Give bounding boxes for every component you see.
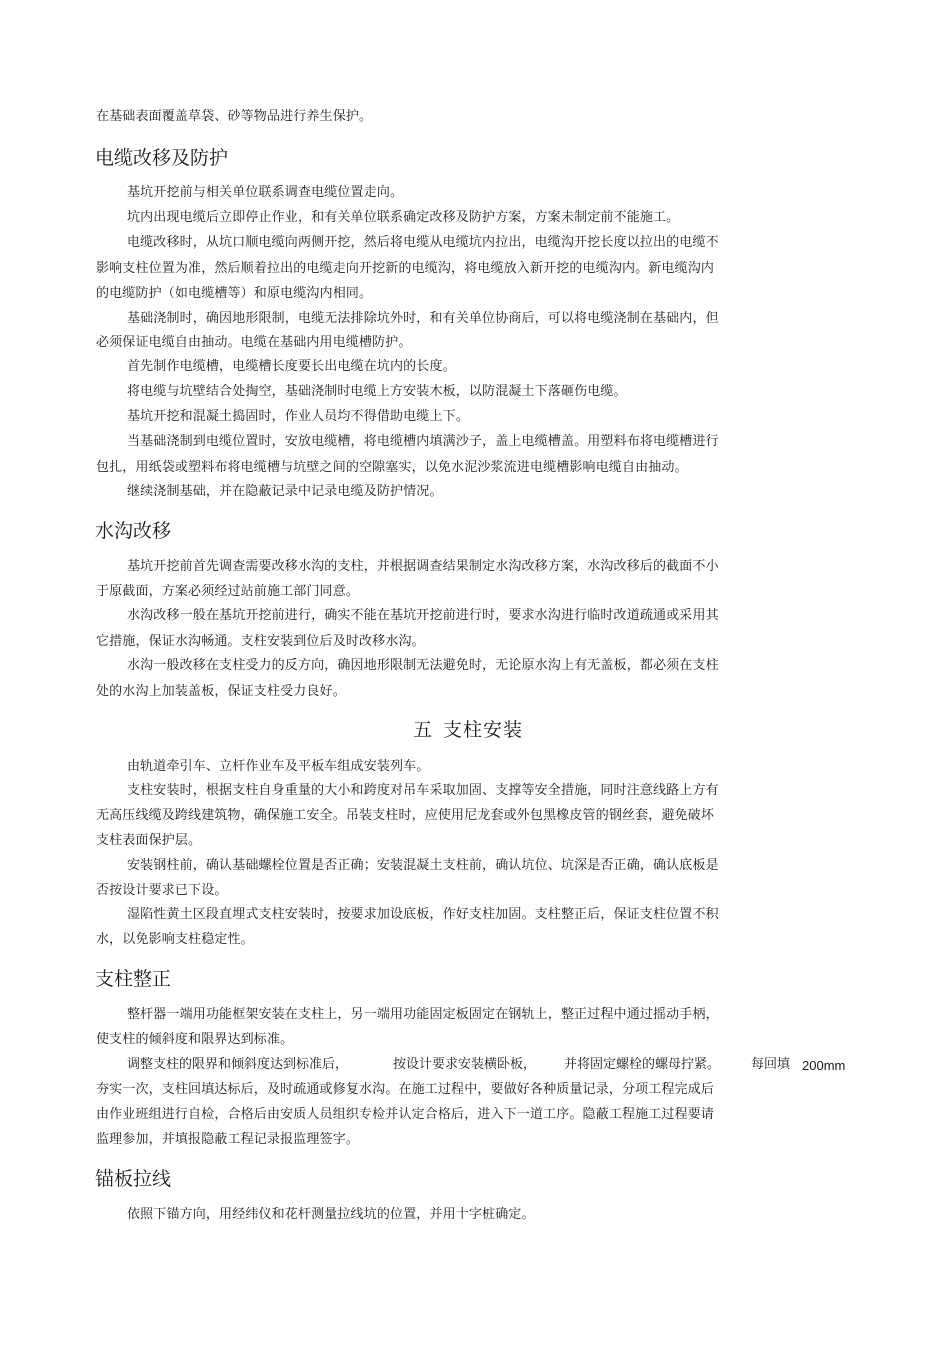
paragraph-fragment: 调整支柱的限界和倾斜度达到标准后， xyxy=(127,1057,349,1072)
paragraph-line: 坑内出现电缆后立即停止作业，和有关单位联系确定改移及防护方案，方案未制定前不能施工。 xyxy=(127,210,680,225)
section-heading-anchor: 锚板拉线 xyxy=(95,1168,172,1190)
section-heading-cable: 电缆改移及防护 xyxy=(95,147,229,169)
paragraph-line: 由轨道牵引车、立杆作业车及平板车组成安装列车。 xyxy=(127,759,430,774)
paragraph-line: 基础浇制时，确因地形限制，电缆无法排除坑外时，和有关单位协商后，可以将电缆浇制在基础内，但 xyxy=(127,311,719,326)
paragraph-fragment: 200mm xyxy=(802,1058,846,1073)
intro-line: 在基础表面覆盖草袋、砂等物品进行养生保护。 xyxy=(96,109,373,124)
paragraph-line: 它措施，保证水沟畅通。支柱安装到位后及时改移水沟。 xyxy=(96,634,425,649)
paragraph-line: 水沟改移一般在基坑开挖前进行，确实不能在基坑开挖前进行时，要求水沟进行临时改道疏通或采用其 xyxy=(127,608,719,623)
paragraph-fragment: 按设计要求安装横卧板， xyxy=(393,1057,537,1072)
paragraph-line: 夯实一次，支柱回填达标后，及时疏通或修复水沟。在施工过程中，要做好各种质量记录，分项工程完成后 xyxy=(96,1082,715,1097)
paragraph-line: 处的水沟上加装盖板，保证支柱受力良好。 xyxy=(96,684,346,699)
section-heading-ditch: 水沟改移 xyxy=(95,520,172,542)
paragraph-line: 首先制作电缆槽，电缆槽长度要长出电缆在坑内的长度。 xyxy=(127,359,456,374)
paragraph-line: 水沟一般改移在支柱受力的反方向，确因地形限制无法避免时，无论原水沟上有无盖板，都必须在支柱 xyxy=(127,658,719,673)
chapter-title: 支柱安装 xyxy=(443,719,524,741)
section-heading-alignment: 支柱整正 xyxy=(95,968,172,990)
paragraph-line: 整杆器一端用功能框架安装在支柱上，另一端用功能固定板固定在钢轨上，整正过程中通过摇动手柄， xyxy=(127,1007,719,1022)
paragraph-line: 于原截面，方案必须经过站前施工部门同意。 xyxy=(96,584,360,599)
paragraph-line: 继续浇制基础，并在隐蔽记录中记录电缆及防护情况。 xyxy=(127,484,443,499)
paragraph-line: 包扎，用纸袋或塑料布将电缆槽与坑壁之间的空隙塞实，以免水泥沙浆流进电缆槽影响电缆自由抽动。 xyxy=(96,460,688,475)
paragraph-line: 水，以免影响支柱稳定性。 xyxy=(96,932,254,947)
paragraph-line: 电缆改移时，从坑口顺电缆向两侧开挖，然后将电缆从电缆坑内拉出，电缆沟开挖长度以拉出的电缆不 xyxy=(127,235,719,250)
paragraph-line: 安装钢柱前，确认基础螺栓位置是否正确；安装混凝土支柱前，确认坑位、坑深是否正确，确认底板是 xyxy=(127,858,719,873)
paragraph-line: 当基础浇制到电缆位置时，安放电缆槽，将电缆槽内填满沙子，盖上电缆槽盖。用塑料布将电缆槽进行 xyxy=(127,434,719,449)
paragraph-line: 湿陷性黄土区段直埋式支柱安装时，按要求加设底板，作好支柱加固。支柱整正后，保证支柱位置不积 xyxy=(127,907,719,922)
paragraph-line: 由作业班组进行自检，合格后由安质人员组织专检并认定合格后，进入下一道工序。隐蔽工程施工过程要请 xyxy=(96,1107,715,1122)
paragraph-line: 基坑开挖和混凝土捣固时，作业人员均不得借助电缆上下。 xyxy=(127,409,469,424)
paragraph-line: 无高压线缆及跨线建筑物，确保施工安全。吊装支柱时，应使用尼龙套或外包黑橡皮管的钢丝套，避免破坏 xyxy=(96,808,715,823)
paragraph-line: 使支柱的倾斜度和限界达到标准。 xyxy=(96,1032,294,1047)
paragraph-fragment: 每回填 xyxy=(751,1057,791,1072)
paragraph-line: 依照下锚方向，用经纬仪和花杆测量拉线坑的位置，并用十字桩确定。 xyxy=(127,1207,535,1222)
paragraph-line: 支柱安装时，根据支柱自身重量的大小和跨度对吊车采取加固、支撑等安全措施，同时注意线路上方有 xyxy=(127,783,719,798)
paragraph-line: 基坑开挖前首先调查需要改移水沟的支柱，并根据调查结果制定水沟改移方案，水沟改移后的截面不小 xyxy=(127,559,719,574)
chapter-number: 五 xyxy=(413,719,434,741)
paragraph-line: 支柱表面保护层。 xyxy=(96,833,202,848)
paragraph-line: 影响支柱位置为准，然后顺着拉出的电缆走向开挖新的电缆沟，将电缆放入新开挖的电缆沟内。新电缆沟内 xyxy=(96,261,715,276)
paragraph-fragment: 并将固定螺栓的螺母拧紧。 xyxy=(564,1057,721,1072)
paragraph-line: 基坑开挖前与相关单位联系调查电缆位置走向。 xyxy=(127,185,404,200)
paragraph-line: 的电缆防护（如电缆槽等）和原电缆沟内相同。 xyxy=(96,286,373,301)
paragraph-line: 否按设计要求已下设。 xyxy=(96,883,228,898)
chapter-heading xyxy=(413,718,523,742)
paragraph-line: 将电缆与坑壁结合处掏空，基础浇制时电缆上方安装木板，以防混凝土下落砸伤电缆。 xyxy=(127,384,627,399)
paragraph-line: 监理参加，并填报隐蔽工程记录报监理签字。 xyxy=(96,1132,360,1147)
paragraph-line: 必须保证电缆自由抽动。电缆在基础内用电缆槽防护。 xyxy=(96,335,412,350)
